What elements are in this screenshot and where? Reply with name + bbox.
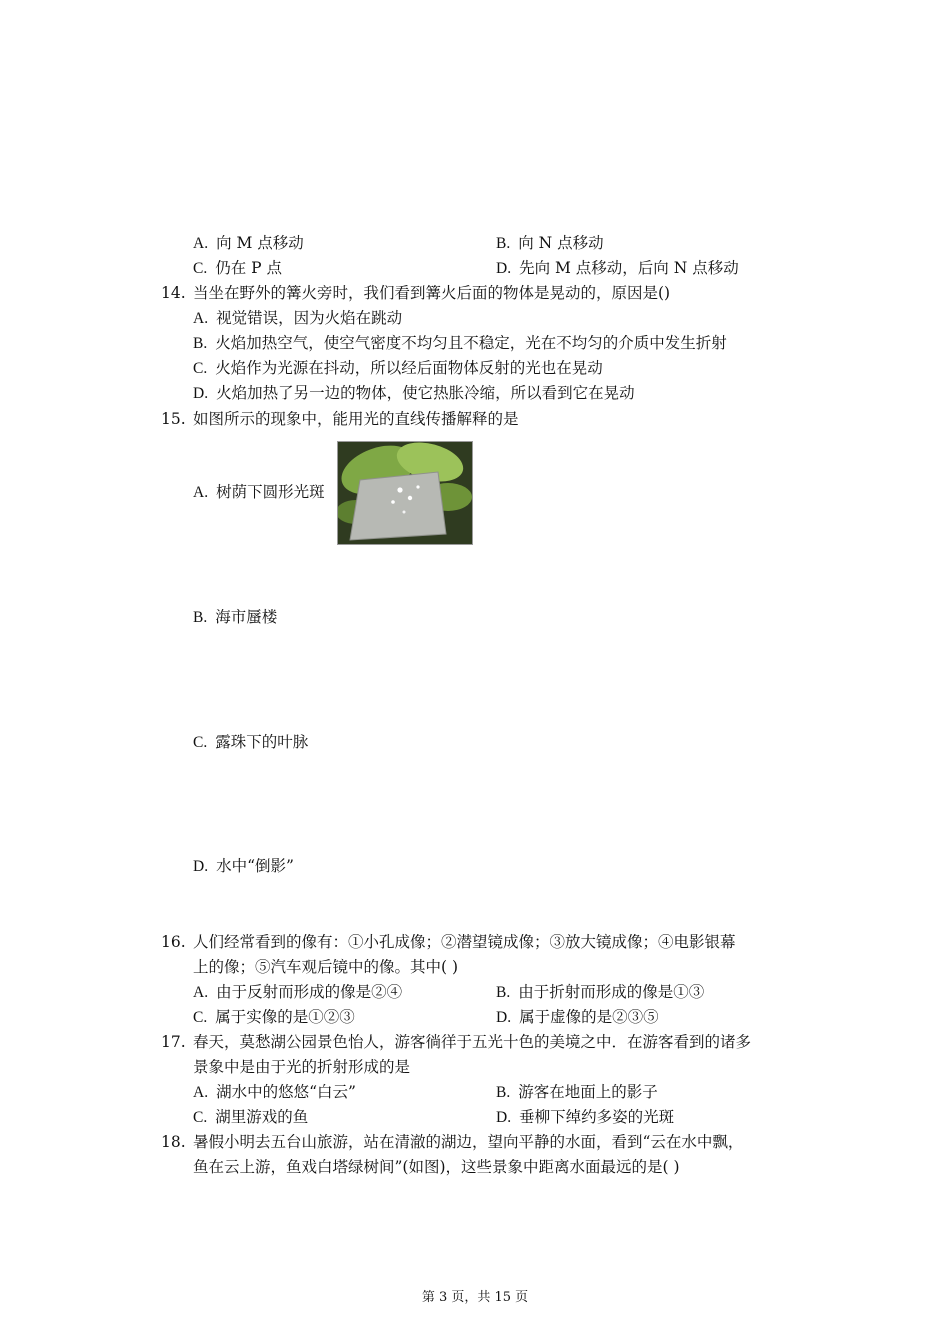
option-letter: C. bbox=[193, 1009, 208, 1026]
option-letter: B. bbox=[193, 335, 208, 352]
q15-option-a bbox=[193, 482, 325, 503]
question-number: 18. bbox=[161, 1133, 186, 1151]
option-letter: A. bbox=[193, 484, 209, 501]
q13-option-c bbox=[193, 258, 282, 279]
q16-option-d bbox=[496, 1007, 659, 1028]
option-text: 露珠下的叶脉 bbox=[215, 733, 309, 751]
q16-option-a bbox=[193, 982, 402, 1003]
q17-option-a bbox=[193, 1082, 356, 1103]
option-letter: A. bbox=[193, 235, 209, 252]
q16-option-c bbox=[193, 1007, 355, 1028]
option-letter: D. bbox=[496, 1109, 512, 1126]
option-text: 火焰加热空气，使空气密度不均匀且不稳定，光在不均匀的介质中发生折射 bbox=[215, 334, 727, 352]
q17-option-b bbox=[496, 1082, 658, 1103]
option-text: 属于虚像的是②③⑤ bbox=[519, 1008, 659, 1026]
option-letter: B. bbox=[496, 984, 511, 1001]
q13-option-a bbox=[193, 233, 304, 254]
option-letter: D. bbox=[496, 1009, 512, 1026]
q14-option-a bbox=[193, 308, 402, 329]
q15-option-d bbox=[193, 856, 294, 877]
option-letter: C. bbox=[193, 260, 208, 277]
question-number: 15. bbox=[161, 410, 186, 428]
option-letter: C. bbox=[193, 734, 208, 751]
q15-stem: 如图所示的现象中，能用光的直线传播解释的是 bbox=[193, 410, 519, 428]
option-text: 视觉错误，因为火焰在跳动 bbox=[216, 309, 403, 327]
option-text: 火焰作为光源在抖动，所以经后面物体反射的光也在晃动 bbox=[215, 359, 603, 377]
option-text: 由于折射而形成的像是①③ bbox=[518, 983, 705, 1001]
q16-stem-line-2: 上的像；⑤汽车观后镜中的像。其中( ) bbox=[193, 958, 459, 976]
q14-stem: 当坐在野外的篝火旁时，我们看到篝火后面的物体是晃动的，原因是() bbox=[193, 284, 671, 302]
option-text: 向 M 点移动 bbox=[216, 234, 304, 252]
option-text: 先向 M 点移动，后向 N 点移动 bbox=[519, 259, 739, 277]
q17-stem-line-1: 春天，莫愁湖公园景色怡人，游客徜徉于五光十色的美境之中．在游客看到的诸多 bbox=[193, 1033, 752, 1051]
option-text: 海市蜃楼 bbox=[215, 608, 278, 626]
option-text: 湖水中的悠悠“白云” bbox=[216, 1083, 356, 1101]
option-text: 游客在地面上的影子 bbox=[518, 1083, 658, 1101]
option-letter: C. bbox=[193, 1109, 208, 1126]
option-text: 火焰加热了另一边的物体，使它热胀冷缩，所以看到它在晃动 bbox=[216, 384, 635, 402]
q14-option-c bbox=[193, 358, 603, 379]
question-number: 17. bbox=[161, 1033, 186, 1051]
option-text: 树荫下圆形光斑 bbox=[216, 483, 325, 501]
option-text: 仍在 P 点 bbox=[215, 259, 283, 277]
option-letter: A. bbox=[193, 984, 209, 1001]
q14-option-d bbox=[193, 383, 635, 404]
q17-option-d bbox=[496, 1107, 674, 1128]
option-text: 垂柳下绰约多姿的光斑 bbox=[519, 1108, 675, 1126]
option-letter: A. bbox=[193, 1084, 209, 1101]
option-letter: B. bbox=[496, 235, 511, 252]
q16-option-b bbox=[496, 982, 704, 1003]
option-text: 由于反射而形成的像是②④ bbox=[216, 983, 403, 1001]
option-letter: A. bbox=[193, 310, 209, 327]
q18-stem-line-2: 鱼在云上游，鱼戏白塔绿树间”(如图)，这些景象中距离水面最远的是( ) bbox=[193, 1158, 680, 1176]
option-letter: B. bbox=[496, 1084, 511, 1101]
option-text: 水中“倒影” bbox=[216, 857, 294, 875]
q15-option-c bbox=[193, 732, 308, 753]
option-text: 向 N 点移动 bbox=[518, 234, 604, 252]
option-text: 湖里游戏的鱼 bbox=[215, 1108, 309, 1126]
option-text: 属于实像的是①②③ bbox=[215, 1008, 355, 1026]
leaf-paper-image bbox=[338, 442, 473, 545]
q16-stem-line-1: 人们经常看到的像有：①小孔成像；②潜望镜成像；③放大镜成像；④电影银幕 bbox=[193, 933, 736, 951]
q14-option-b bbox=[193, 333, 727, 354]
page-footer: 第 3 页，共 15 页 bbox=[421, 1290, 529, 1305]
question-number: 16. bbox=[161, 933, 186, 951]
q17-stem-line-2: 景象中是由于光的折射形成的是 bbox=[193, 1058, 411, 1076]
option-letter: B. bbox=[193, 609, 208, 626]
option-letter: D. bbox=[496, 260, 512, 277]
q13-option-b bbox=[496, 233, 604, 254]
q15-option-b bbox=[193, 607, 277, 628]
option-letter: C. bbox=[193, 360, 208, 377]
q18-stem-line-1: 暑假小明去五台山旅游，站在清澈的湖边，望向平静的水面，看到“云在水中飘， bbox=[193, 1133, 744, 1151]
option-letter: D. bbox=[193, 858, 209, 875]
question-number: 14. bbox=[161, 284, 186, 302]
tree-shade-light-spots-photo bbox=[337, 441, 473, 545]
q17-option-c bbox=[193, 1107, 308, 1128]
option-letter: D. bbox=[193, 385, 209, 402]
q13-option-d bbox=[496, 258, 739, 279]
